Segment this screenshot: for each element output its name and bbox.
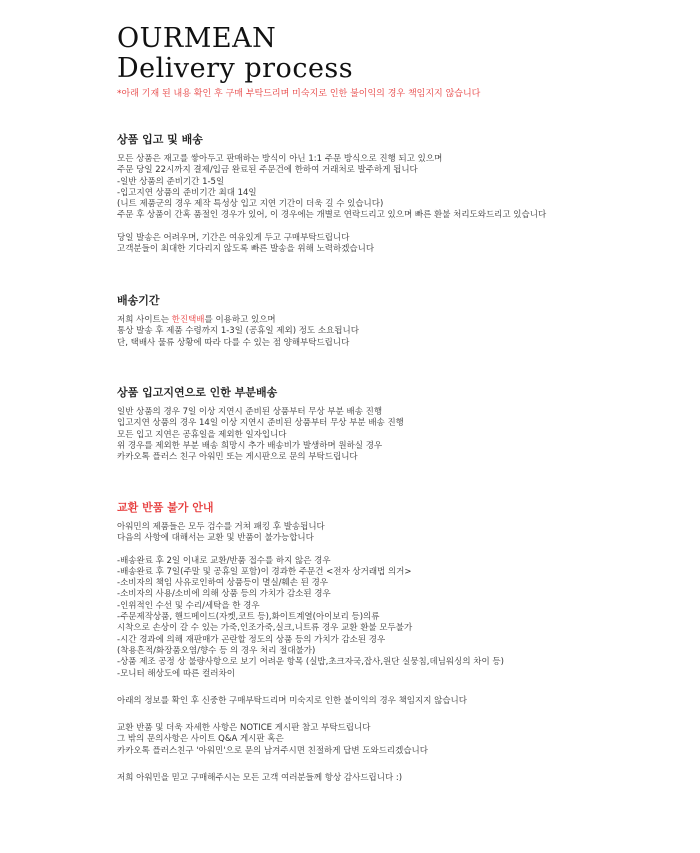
text-line: -입고지연 상품의 준비기간 최대 14일 [117,187,257,198]
section-title: 상품 입고 및 배송 [117,133,203,146]
text-line: 카카오톡 플러스 친구 아워민 또는 게시판으로 문의 부탁드립니다 [117,452,358,463]
text-line: 입고지연 상품의 경우 14일 이상 지연시 준비된 상품부터 무상 부분 배송 진행 [117,418,404,429]
list-item: -배송완료 후 7일(주말 및 공휴일 포함)이 경과한 주문건 <전자 상거래법 의거> [117,566,412,577]
section-partial-delivery [117,386,687,463]
section-stock-delivery [117,133,687,255]
text-line: 통상 발송 후 제품 수령까지 1-3일 (공휴일 제외) 정도 소요됩니다 [117,326,359,337]
text-line: 주문 당일 22시까지 결제/입금 완료된 주문건에 한하여 거래처로 발주하게 됩니다 [117,165,418,176]
page-title: Delivery process [117,53,354,84]
section-title: 상품 입고지연으로 인한 부분배송 [117,386,278,399]
text-line: 당일 발송은 어려우며, 기간은 여유있게 두고 구매부탁드립니다 [117,232,350,243]
section-title: 교환 반품 불가 안내 [117,501,214,514]
text-line: (니트 제품군의 경우 제작 특성상 입고 지연 기간이 더욱 길 수 있습니다) [117,199,384,210]
text-line: 아워민의 제품들은 모두 검수를 거쳐 패킹 후 발송됩니다 [117,522,325,532]
list-item: -소비자의 책임 사유로인하여 상품등이 멸실/훼손 된 경우 [117,578,328,589]
text-line: 주문 후 상품이 간혹 품절인 경우가 있어, 이 경우에는 개별로 연락드리고 있으며 빠른 환불 처리도와드리고 있습니다 [117,210,547,221]
contact-line: 교환 반품 및 더욱 자세한 사항은 NOTICE 게시판 참고 부탁드립니다 [117,723,371,734]
list-item: -소비자의 사용/소비에 의해 상품 등의 가치가 감소된 경우 [117,589,331,600]
thanks-line: 저희 아워민을 믿고 구매해주시는 모든 고객 여러분들께 항상 감사드립니다 :) [117,773,403,784]
text-fragment: 저희 사이트는 [117,315,172,325]
contact-line: 그 밖의 문의사항은 사이트 Q&A 게시판 혹은 [117,734,284,745]
text-line [117,315,687,326]
list-item: -인위적인 수선 및 수리/세탁을 한 경우 [117,600,260,611]
text-line: 모든 상품은 재고를 쌓아두고 판매하는 방식이 아닌 1:1 주문 방식으로 진행 되고 있으며 [117,154,443,164]
notice-line: 아래의 정보를 확인 후 신중한 구매부탁드리며 미숙지로 인한 불이익의 경우 책임지지 않습니다 [117,695,467,706]
text-line: 단, 택배사 물류 상황에 따라 다를 수 있는 점 양해부탁드립니다 [117,337,350,348]
list-item: -상품 제조 공정 상 불량사항으로 보기 어려운 항목 (실밥,초크자국,잡사,원단 실뭉침,데님워싱의 차이 등) [117,657,504,668]
text-line: 일반 상품의 경우 7일 이상 지연시 준비된 상품부터 무상 부분 배송 진행 [117,407,383,417]
courier-name: 한진택배 [171,315,205,325]
section-title: 배송기간 [117,294,160,307]
text-line: 위 경우를 제외한 부분 배송 희망시 추가 배송비가 발생하며 원하실 경우 [117,440,383,451]
brand-title: OURMEAN [117,23,277,54]
list-item: 시착으로 손상이 갈 수 있는 가죽,인조가죽,실크,니트류 경우 교환 환불 모두불가 [117,623,413,634]
list-item: -배송완료 후 2일 이내로 교환/반품 접수를 하지 않은 경우 [117,555,331,566]
list-item: -모니터 해상도에 따른 컬러차이 [117,668,235,679]
section-delivery-period [117,294,687,349]
text-line: 모든 입고 지연은 공휴일을 제외한 일자입니다 [117,429,287,440]
list-item: -시간 경과에 의해 재판매가 곤란할 정도의 상품 등의 가치가 감소된 경우 [117,634,386,645]
section-no-refund [117,501,687,784]
text-fragment: 를 이용하고 있으며 [204,315,276,325]
warning-notice: *아래 기재 된 내용 확인 후 구매 부탁드리며 미숙지로 인한 불이익의 경우 책임지지 않습니다 [117,89,481,99]
text-line: 다음의 사항에 대해서는 교환 및 반품이 불가능합니다 [117,533,314,544]
delivery-info-page [117,23,687,784]
list-item: (착용흔적/화장품오염/향수 등 의 경우 처리 절대불가) [117,645,316,656]
contact-line: 카카오톡 플러스친구 '아워민'으로 문의 남겨주시면 친절하게 답변 도와드리겠습니다 [117,745,428,756]
list-item: -주문제작상품, 핸드메이드(자켓,코트 등),화이트계열(아이보리 등)의류 [117,612,380,623]
text-line: 고객분들이 최대한 기다리지 않도록 빠른 발송을 위해 노력하겠습니다 [117,244,375,255]
text-line: -일반 상품의 준비기간 1-5일 [117,176,225,187]
